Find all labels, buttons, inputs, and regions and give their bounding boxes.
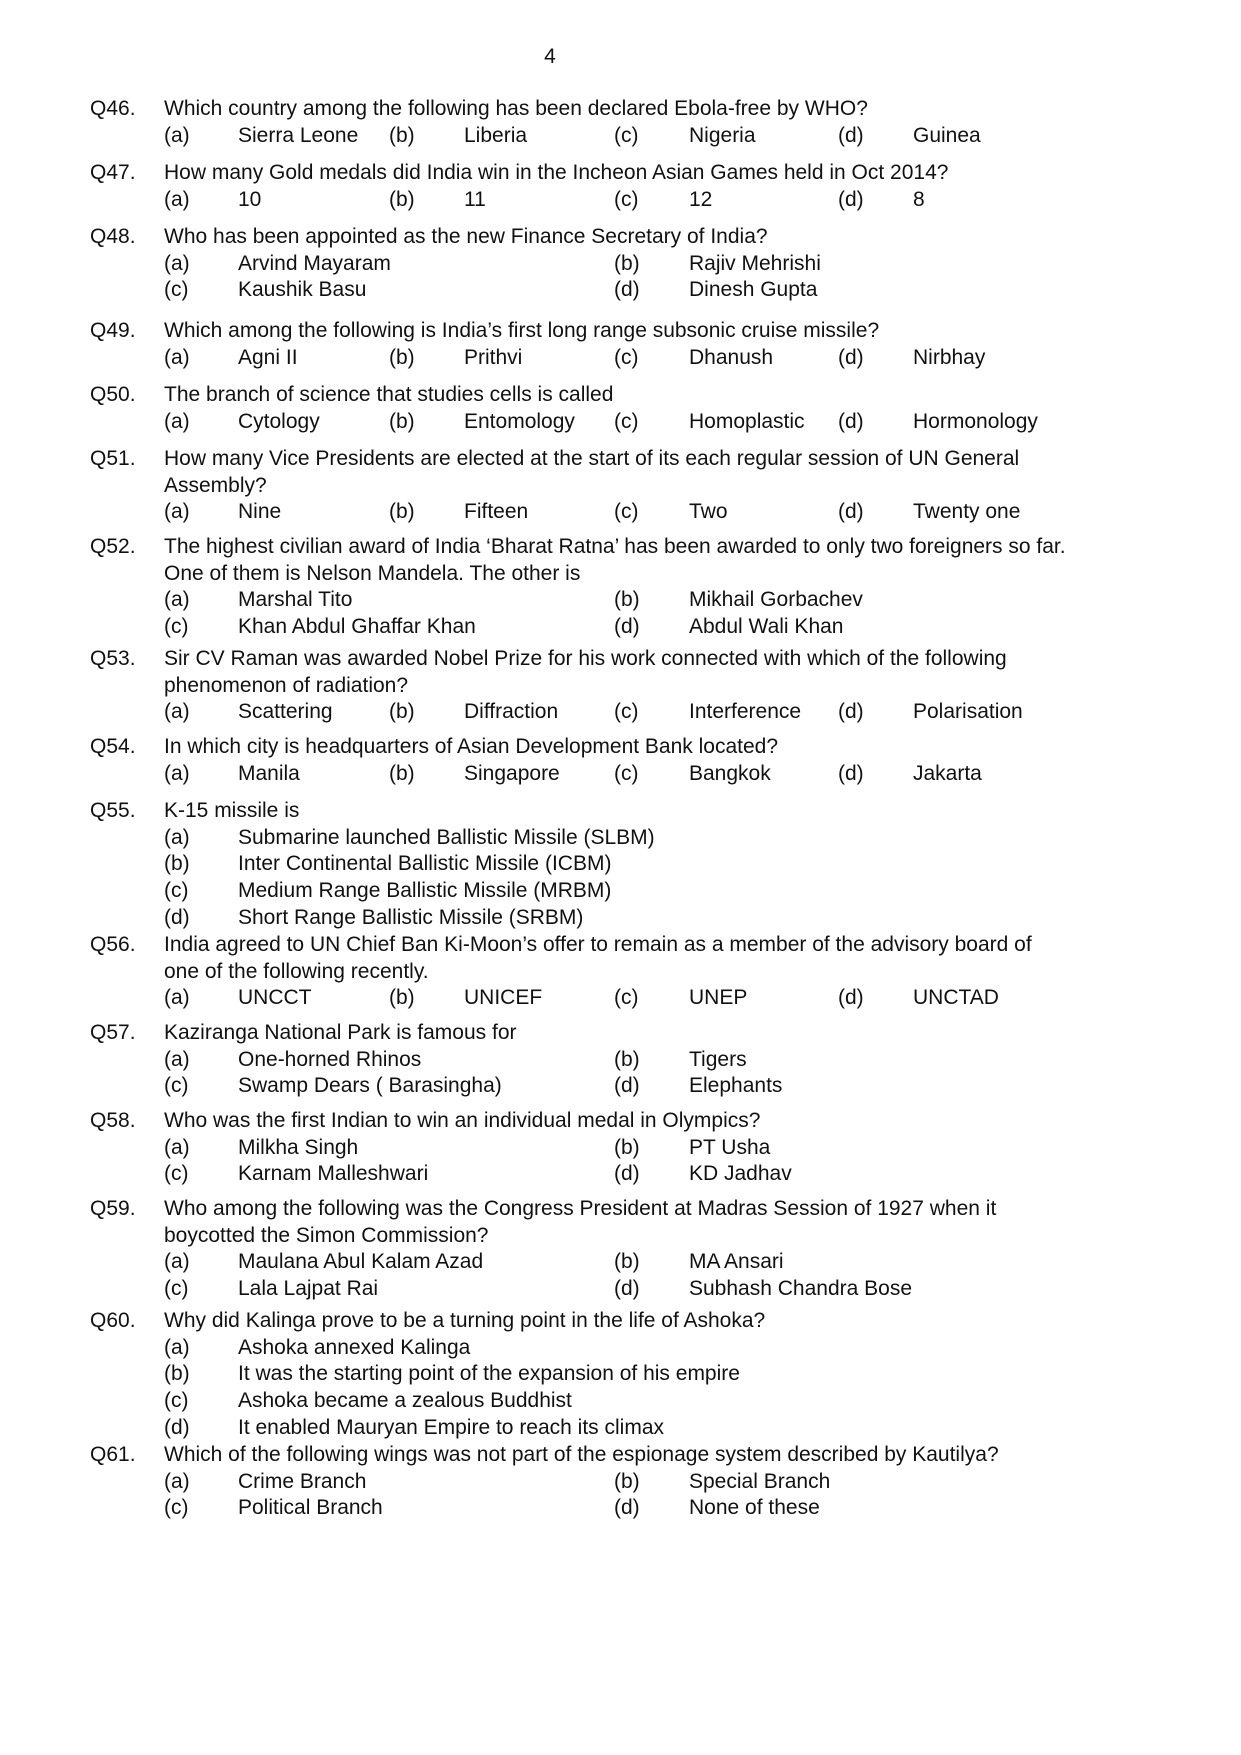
question-line xyxy=(0,1308,1241,1335)
option-label: (c) xyxy=(614,409,639,433)
option-row xyxy=(0,345,1241,372)
option-label: (b) xyxy=(614,1250,640,1274)
option-label: (d) xyxy=(838,700,864,724)
question-text: How many Vice Presidents are elected at the start of its each regular session of UN General xyxy=(164,447,1020,470)
option-label: (b) xyxy=(389,500,415,524)
option-row xyxy=(0,1249,1241,1276)
option-text: Milkha Singh xyxy=(238,1135,359,1159)
question-text: Which country among the following has been declared Ebola-free by WHO? xyxy=(164,97,868,120)
option-label: (c) xyxy=(614,700,639,724)
option-text: Interference xyxy=(689,700,802,724)
option-label: (c) xyxy=(164,1162,189,1186)
option-text: Political Branch xyxy=(238,1496,383,1520)
option-label: (b) xyxy=(614,1135,640,1159)
option-text: It enabled Mauryan Empire to reach its climax xyxy=(238,1415,665,1439)
option-label: (d) xyxy=(614,615,640,639)
option-row xyxy=(0,1335,1241,1362)
option-text: Ashoka annexed Kalinga xyxy=(238,1335,471,1359)
option-label: (a) xyxy=(164,825,190,849)
option-text: KD Jadhav xyxy=(689,1162,792,1186)
option-text: Tigers xyxy=(689,1047,747,1071)
option-label: (c) xyxy=(164,1277,189,1301)
option-text: UNICEF xyxy=(464,986,543,1010)
option-label: (b) xyxy=(164,852,190,876)
question-q51 xyxy=(0,446,1241,526)
option-row xyxy=(0,1361,1241,1388)
option-row xyxy=(0,1495,1241,1522)
question-text: The highest civilian award of India ‘Bharat Ratna’ has been awarded to only two foreigners so far. xyxy=(164,535,1066,558)
question-q59 xyxy=(0,1196,1241,1303)
option-text: Marshal Tito xyxy=(238,588,353,612)
option-label: (a) xyxy=(164,588,190,612)
option-label: (b) xyxy=(614,1047,640,1071)
option-text: None of these xyxy=(689,1496,820,1520)
option-text: Guinea xyxy=(913,123,981,147)
option-text: Subhash Chandra Bose xyxy=(689,1277,912,1301)
option-label: (d) xyxy=(614,1162,640,1186)
option-text: Two xyxy=(689,500,728,524)
option-row xyxy=(0,905,1241,932)
option-label: (d) xyxy=(838,123,864,147)
option-label: (a) xyxy=(164,986,190,1010)
option-row xyxy=(0,699,1241,726)
option-text: Special Branch xyxy=(689,1469,831,1493)
question-q48 xyxy=(0,224,1241,304)
option-text: Khan Abdul Ghaffar Khan xyxy=(238,615,476,639)
question-text: In which city is headquarters of Asian Development Bank located? xyxy=(164,735,779,758)
option-text: 11 xyxy=(464,187,486,211)
question-line xyxy=(0,318,1241,345)
option-text: Hormonology xyxy=(913,409,1038,433)
question-q49 xyxy=(0,318,1241,371)
question-line xyxy=(0,446,1241,473)
question-line xyxy=(0,534,1241,561)
question-number: Q54. xyxy=(90,735,136,758)
option-label: (c) xyxy=(164,278,189,302)
question-q47 xyxy=(0,160,1241,213)
question-line xyxy=(0,96,1241,123)
question-text: Who has been appointed as the new Finance Secretary of India? xyxy=(164,225,768,248)
option-label: (b) xyxy=(389,345,415,369)
question-number: Q59. xyxy=(90,1197,136,1220)
question-text: K-15 missile is xyxy=(164,799,300,822)
option-label: (d) xyxy=(838,409,864,433)
option-row xyxy=(0,1073,1241,1100)
option-text: Fifteen xyxy=(464,500,529,524)
option-text: PT Usha xyxy=(689,1135,771,1159)
option-label: (b) xyxy=(389,409,415,433)
option-text: Nine xyxy=(238,500,282,524)
option-text: Elephants xyxy=(689,1074,783,1098)
option-text: Homoplastic xyxy=(689,409,805,433)
question-line xyxy=(0,1223,1241,1250)
question-number: Q51. xyxy=(90,447,136,470)
option-text: Manila xyxy=(238,761,300,785)
option-row xyxy=(0,1161,1241,1188)
question-q56 xyxy=(0,932,1241,1012)
option-label: (d) xyxy=(164,1415,190,1439)
option-label: (a) xyxy=(164,409,190,433)
option-text: Singapore xyxy=(464,761,560,785)
question-number: Q61. xyxy=(90,1443,136,1466)
option-text: Liberia xyxy=(464,123,528,147)
option-text: One-horned Rhinos xyxy=(238,1047,422,1071)
option-label: (b) xyxy=(389,986,415,1010)
option-text: Bangkok xyxy=(689,761,771,785)
option-row xyxy=(0,614,1241,641)
option-text: Rajiv Mehrishi xyxy=(689,251,821,275)
question-number: Q57. xyxy=(90,1021,136,1044)
question-q46 xyxy=(0,96,1241,149)
option-text: Submarine launched Ballistic Missile (SLBM) xyxy=(238,825,655,849)
option-row xyxy=(0,409,1241,436)
option-text: Polarisation xyxy=(913,700,1023,724)
option-row xyxy=(0,499,1241,526)
option-text: It was the starting point of the expansion of his empire xyxy=(238,1362,740,1386)
question-number: Q50. xyxy=(90,383,136,406)
option-row xyxy=(0,878,1241,905)
option-label: (c) xyxy=(614,345,639,369)
question-number: Q58. xyxy=(90,1109,136,1132)
option-text: Abdul Wali Khan xyxy=(689,615,844,639)
option-label: (c) xyxy=(614,986,639,1010)
option-label: (d) xyxy=(614,1074,640,1098)
option-label: (d) xyxy=(164,905,190,929)
option-text: Arvind Mayaram xyxy=(238,251,391,275)
question-number: Q55. xyxy=(90,799,136,822)
option-row xyxy=(0,123,1241,150)
option-row xyxy=(0,825,1241,852)
option-label: (b) xyxy=(614,1469,640,1493)
option-row xyxy=(0,985,1241,1012)
option-text: Short Range Ballistic Missile (SRBM) xyxy=(238,905,584,929)
option-label: (a) xyxy=(164,1047,190,1071)
option-row xyxy=(0,251,1241,278)
option-text: Dhanush xyxy=(689,345,774,369)
option-text: Cytology xyxy=(238,409,320,433)
option-label: (a) xyxy=(164,187,190,211)
question-text: India agreed to UN Chief Ban Ki-Moon’s offer to remain as a member of the advisory board of xyxy=(164,933,1032,956)
option-text: Agni II xyxy=(238,345,298,369)
option-label: (b) xyxy=(164,1362,190,1386)
question-line xyxy=(0,959,1241,986)
option-label: (a) xyxy=(164,500,190,524)
option-text: 12 xyxy=(689,187,713,211)
question-line xyxy=(0,160,1241,187)
option-row xyxy=(0,277,1241,304)
option-text: UNEP xyxy=(689,986,748,1010)
option-label: (d) xyxy=(838,761,864,785)
option-text: Maulana Abul Kalam Azad xyxy=(238,1250,484,1274)
option-label: (a) xyxy=(164,1250,190,1274)
option-label: (d) xyxy=(614,1277,640,1301)
question-number: Q53. xyxy=(90,647,136,670)
option-label: (c) xyxy=(164,1074,189,1098)
option-text: Medium Range Ballistic Missile (MRBM) xyxy=(238,879,612,903)
option-text: Inter Continental Ballistic Missile (ICBM) xyxy=(238,852,612,876)
question-text: Assembly? xyxy=(164,473,267,497)
question-q60 xyxy=(0,1308,1241,1441)
question-text: phenomenon of radiation? xyxy=(164,673,409,697)
option-text: Twenty one xyxy=(913,500,1021,524)
option-text: 8 xyxy=(913,187,925,211)
option-row xyxy=(0,187,1241,214)
page-number: 4 xyxy=(544,45,556,68)
question-line xyxy=(0,734,1241,761)
question-q55 xyxy=(0,798,1241,931)
option-label: (c) xyxy=(164,615,189,639)
option-text: Sierra Leone xyxy=(238,123,359,147)
option-row xyxy=(0,1135,1241,1162)
option-text: Crime Branch xyxy=(238,1469,367,1493)
option-row xyxy=(0,761,1241,788)
question-number: Q60. xyxy=(90,1309,136,1332)
option-text: Kaushik Basu xyxy=(238,278,367,302)
question-text: Sir CV Raman was awarded Nobel Prize for his work connected with which of the following xyxy=(164,647,1007,670)
question-text: one of the following recently. xyxy=(164,959,429,983)
option-text: Scattering xyxy=(238,700,333,724)
option-text: MA Ansari xyxy=(689,1250,784,1274)
question-line xyxy=(0,224,1241,251)
option-label: (c) xyxy=(164,1389,189,1413)
question-q57 xyxy=(0,1020,1241,1100)
question-line xyxy=(0,673,1241,700)
option-row xyxy=(0,851,1241,878)
option-label: (c) xyxy=(614,500,639,524)
question-number: Q56. xyxy=(90,933,136,956)
option-text: Karnam Malleshwari xyxy=(238,1162,429,1186)
question-line xyxy=(0,1020,1241,1047)
option-text: Entomology xyxy=(464,409,575,433)
option-label: (a) xyxy=(164,1469,190,1493)
option-label: (d) xyxy=(838,500,864,524)
option-row xyxy=(0,587,1241,614)
question-text: boycotted the Simon Commission? xyxy=(164,1223,489,1247)
question-line xyxy=(0,646,1241,673)
option-text: Nigeria xyxy=(689,123,756,147)
option-text: UNCTAD xyxy=(913,986,999,1010)
question-number: Q48. xyxy=(90,225,136,248)
question-text: Who was the first Indian to win an individual medal in Olympics? xyxy=(164,1109,761,1132)
option-label: (b) xyxy=(389,761,415,785)
option-text: Diffraction xyxy=(464,700,559,724)
option-label: (a) xyxy=(164,1335,190,1359)
question-number: Q52. xyxy=(90,535,136,558)
option-row xyxy=(0,1415,1241,1442)
question-line xyxy=(0,382,1241,409)
option-label: (c) xyxy=(164,879,189,903)
option-label: (a) xyxy=(164,700,190,724)
question-text: How many Gold medals did India win in the Incheon Asian Games held in Oct 2014? xyxy=(164,161,949,184)
option-label: (b) xyxy=(614,588,640,612)
question-line xyxy=(0,473,1241,500)
question-text: Who among the following was the Congress President at Madras Session of 1927 when it xyxy=(164,1197,997,1220)
option-text: Prithvi xyxy=(464,345,523,369)
question-text: Why did Kalinga prove to be a turning point in the life of Ashoka? xyxy=(164,1309,766,1332)
option-text: Ashoka became a zealous Buddhist xyxy=(238,1389,572,1413)
option-row xyxy=(0,1047,1241,1074)
option-label: (d) xyxy=(838,187,864,211)
question-text: The branch of science that studies cells is called xyxy=(164,383,614,406)
option-text: Swamp Dears ( Barasingha) xyxy=(238,1074,502,1098)
question-line xyxy=(0,798,1241,825)
option-label: (a) xyxy=(164,761,190,785)
question-line xyxy=(0,932,1241,959)
option-label: (d) xyxy=(838,345,864,369)
option-label: (c) xyxy=(164,1496,189,1520)
option-label: (a) xyxy=(164,1135,190,1159)
question-q54 xyxy=(0,734,1241,787)
option-label: (d) xyxy=(838,986,864,1010)
question-line xyxy=(0,1442,1241,1469)
question-text: Kaziranga National Park is famous for xyxy=(164,1021,517,1044)
question-line xyxy=(0,1196,1241,1223)
question-q50 xyxy=(0,382,1241,435)
option-text: Dinesh Gupta xyxy=(689,278,818,302)
question-number: Q47. xyxy=(90,161,136,184)
option-text: 10 xyxy=(238,187,262,211)
question-text: Which of the following wings was not part of the espionage system described by Kautilya? xyxy=(164,1443,999,1466)
question-number: Q46. xyxy=(90,97,136,120)
option-label: (d) xyxy=(614,1496,640,1520)
question-q52 xyxy=(0,534,1241,641)
option-label: (b) xyxy=(389,187,415,211)
option-row xyxy=(0,1388,1241,1415)
option-label: (a) xyxy=(164,251,190,275)
question-number: Q49. xyxy=(90,319,136,342)
option-label: (c) xyxy=(614,123,639,147)
question-q58 xyxy=(0,1108,1241,1188)
question-text: Which among the following is India’s first long range subsonic cruise missile? xyxy=(164,319,880,342)
question-q61 xyxy=(0,1442,1241,1522)
option-text: Jakarta xyxy=(913,761,982,785)
option-text: Lala Lajpat Rai xyxy=(238,1277,379,1301)
option-row xyxy=(0,1469,1241,1496)
question-line xyxy=(0,561,1241,588)
option-label: (c) xyxy=(614,761,639,785)
option-label: (a) xyxy=(164,345,190,369)
option-text: Mikhail Gorbachev xyxy=(689,588,863,612)
option-label: (b) xyxy=(389,123,415,147)
question-text: One of them is Nelson Mandela. The other is xyxy=(164,561,581,585)
option-label: (d) xyxy=(614,278,640,302)
question-q53 xyxy=(0,646,1241,726)
option-label: (c) xyxy=(614,187,639,211)
option-row xyxy=(0,1276,1241,1303)
option-label: (a) xyxy=(164,123,190,147)
question-line xyxy=(0,1108,1241,1135)
option-label: (b) xyxy=(389,700,415,724)
option-text: Nirbhay xyxy=(913,345,986,369)
option-label: (b) xyxy=(614,251,640,275)
option-text: UNCCT xyxy=(238,986,312,1010)
